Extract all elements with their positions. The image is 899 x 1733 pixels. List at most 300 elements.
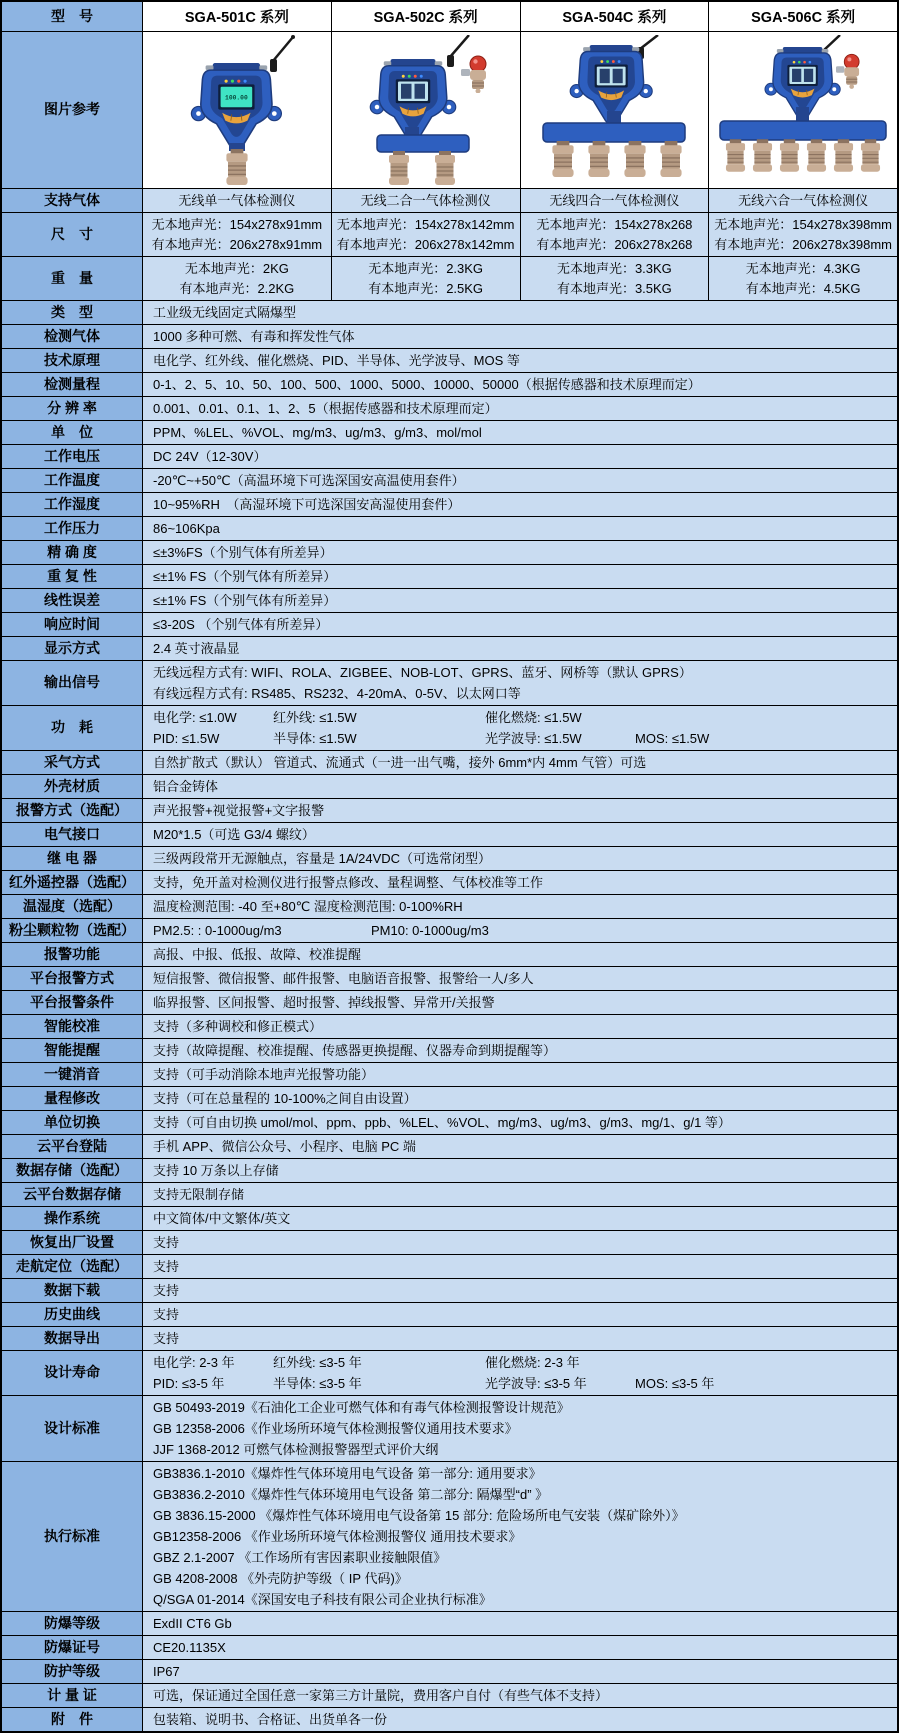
spec-row-design-life [2,1351,897,1396]
spec-value-text: 三级两段常开无源触点，容量是 1A/24VDC（可选常闭型） [153,851,492,866]
spec-row-electrical-port [2,823,897,847]
weight-row [2,257,897,301]
spec-row-value [143,1327,897,1350]
spec-value-line [153,542,891,563]
spec-value-text: 自然扩散式（默认） 管道式、流通式（一进一出气嘴，接外 6mm*内 4mm 气管）可选 [153,755,647,770]
spec-row-cloud-storage [2,1183,897,1207]
spec-row-label: 电气接口 [2,823,143,846]
spec-row-value [143,1660,897,1683]
sga-506c-product-image [709,32,897,188]
spec-value-text: GB3836.2-2010《爆炸性气体环境用电气设备 第二部分: 隔爆型“d” 》 [153,1487,549,1502]
spec-row-accessories [2,1708,897,1731]
spec-value-line [153,638,891,659]
spec-row-data-storage [2,1159,897,1183]
spec-value-line [153,302,891,323]
spec-value-text: 半导体: ≤1.5W [273,731,357,746]
size-text: 有本地声光：206x278x398mm [714,236,892,252]
spec-row-label: 智能校准 [2,1015,143,1038]
spec-value-text: ExdII CT6 Gb [153,1616,232,1631]
spec-row-resolution [2,397,897,421]
spec-row-value [143,1159,897,1182]
spec-value-line [153,1064,891,1085]
spec-value-line [153,707,891,728]
spec-row-value [143,775,897,798]
supported-gas-504c [521,189,710,212]
spec-row-label: 量程修改 [2,1087,143,1110]
spec-value-line [153,1397,891,1418]
spec-row-value [143,1684,897,1707]
spec-row-value [143,565,897,588]
spec-value-text: ≤±1% FS（个别气体有所差异） [153,569,337,584]
device-screen-reading: 100.00 [224,94,248,102]
spec-row-temp-humidity [2,895,897,919]
spec-value-line [153,1112,891,1133]
spec-row-label: 粉尘颗粒物（选配） [2,919,143,942]
spec-value-line [153,518,891,539]
model-sga-501c: SGA-501C 系列 [143,2,332,31]
spec-row-value [143,1015,897,1038]
spec-value-text: 2.4 英寸液晶显 [153,641,240,656]
spec-row-label: 单 位 [2,421,143,444]
supported-gas-501c [143,189,332,212]
spec-value-text: MOS: ≤1.5W [635,731,710,746]
spec-row-value [143,301,897,324]
spec-value-line [153,1505,891,1526]
spec-value-text: 半导体: ≤3-5 年 [273,1376,362,1391]
spec-row-navigation [2,1255,897,1279]
spec-value-text: 有线远程方式有: RS485、RS232、4-20mA、0-5V、以太网口等 [153,686,521,701]
weight-text: 有本地声光：2.2KG [179,280,295,296]
spec-value-text: Q/SGA 01-2014《深国安电子科技有限公司企业执行标准》 [153,1592,492,1607]
spec-row-label: 分 辨 率 [2,397,143,420]
spec-value-text: 支持（可手动消除本地声光报警功能） [153,1067,375,1082]
weight-text: 无本地声光：4.3KG [745,260,861,276]
supported-gas-text: 无线二合一气体检测仪 [360,192,491,208]
spec-row-label: 继 电 器 [2,847,143,870]
spec-row-value [143,493,897,516]
spec-row-value [143,1111,897,1134]
spec-value-text: 工业级无线固定式隔爆型 [153,305,297,320]
spec-row-exec-standard [2,1462,897,1612]
spec-value-text: 短信报警、微信报警、邮件报警、电脑语音报警、报警给一人/多人 [153,971,534,986]
spec-row-repeatability [2,565,897,589]
spec-row-value [143,517,897,540]
spec-row-explosion-proof-grade [2,1612,897,1636]
spec-row-label: 数据导出 [2,1327,143,1350]
spec-value-text: 支持 [153,1259,180,1274]
supported-gas-506c [709,189,897,212]
spec-row-humidity [2,493,897,517]
sga-504c-product-image [521,32,710,188]
spec-value-text: 手机 APP、微信公众号、小程序、电脑 PC 端 [153,1139,416,1154]
spec-value-line [153,1304,891,1325]
spec-row-label: 重 复 性 [2,565,143,588]
image-row-label: 图片参考 [2,32,143,188]
spec-row-value [143,706,897,750]
spec-value-line [153,326,891,347]
spec-row-cloud-login [2,1135,897,1159]
size-text: 无本地声光：154x278x398mm [714,216,892,232]
spec-value-line [153,1589,891,1610]
weight-text: 无本地声光：2.3KG [368,260,484,276]
spec-row-unit-switch [2,1111,897,1135]
spec-value-text: MOS: ≤3-5 年 [635,1376,715,1391]
spec-value-line [153,1526,891,1547]
spec-row-platform-alarm-condition [2,991,897,1015]
spec-value-line [153,1160,891,1181]
spec-value-line [153,728,891,749]
spec-row-value [143,1063,897,1086]
spec-value-line [153,1373,891,1394]
spec-row-linearity [2,589,897,613]
spec-value-text: 光学波导: ≤3-5 年 [485,1376,587,1391]
spec-value-line [153,683,891,704]
spec-value-line [153,1568,891,1589]
spec-value-text: PM2.5: : 0-1000ug/m3 [153,923,282,938]
spec-value-text: 10~95%RH （高湿环境下可选深国安高湿使用套件） [153,497,461,512]
spec-value-line [153,1232,891,1253]
spec-row-value [143,1303,897,1326]
size-502c [332,213,521,256]
six-gas-detector-illustration [710,35,896,185]
spec-row-label: 类 型 [2,301,143,324]
spec-value-line [153,1136,891,1157]
spec-row-data-export [2,1327,897,1351]
image-row [2,32,897,189]
spec-row-value [143,967,897,990]
spec-value-line [153,1016,891,1037]
spec-row-label: 工作压力 [2,517,143,540]
spec-value-line [153,662,891,683]
spec-value-line [153,1613,891,1634]
spec-row-temperature [2,469,897,493]
spec-row-label: 显示方式 [2,637,143,660]
spec-value-line [153,1328,891,1349]
spec-value-line [153,800,891,821]
weight-text: 有本地声光：2.5KG [368,280,484,296]
spec-row-label: 精 确 度 [2,541,143,564]
spec-value-line [153,1709,891,1730]
dual-gas-detector-illustration [333,35,519,185]
model-sga-506c: SGA-506C 系列 [709,2,897,31]
spec-row-value [143,871,897,894]
spec-value-text: 支持 10 万条以上存储 [153,1163,279,1178]
spec-row-protection-grade [2,1660,897,1684]
spec-row-label: 走航定位（选配） [2,1255,143,1278]
spec-row-value [143,373,897,396]
spec-value-text: 光学波导: ≤1.5W [485,731,582,746]
size-text: 无本地声光：154x278x142mm [336,216,515,232]
spec-row-value [143,1396,897,1461]
spec-row-value [143,1462,897,1611]
spec-value-text: 支持，免开盖对检测仪进行报警点修改、量程调整、气体校准等工作 [153,875,544,890]
spec-row-value [143,1612,897,1635]
spec-row-label: 输出信号 [2,661,143,705]
spec-value-line [153,422,891,443]
spec-row-value [143,1708,897,1731]
spec-value-text: 支持（可在总量程的 10-100%之间自由设置） [153,1091,417,1106]
spec-value-text: 支持无限制存储 [153,1187,245,1202]
spec-row-label: 平台报警条件 [2,991,143,1014]
size-501c [143,213,332,256]
quad-gas-detector-illustration [521,35,707,185]
spec-value-text: JJF 1368-2012 可燃气体检测报警器型式评价大纲 [153,1442,439,1457]
spec-row-label: 采气方式 [2,751,143,774]
spec-value-text: 支持 [153,1331,180,1346]
spec-row-label: 工作湿度 [2,493,143,516]
spec-row-value [143,943,897,966]
supported-gas-label: 支持气体 [2,189,143,212]
spec-value-text: IP67 [153,1664,180,1679]
spec-value-text: DC 24V（12-30V） [153,449,267,464]
spec-row-value [143,751,897,774]
spec-row-label: 操作系统 [2,1207,143,1230]
spec-row-type [2,301,897,325]
spec-value-line [153,614,891,635]
spec-value-text: PM10: 0-1000ug/m3 [371,923,489,938]
spec-value-line [153,1208,891,1229]
spec-value-text: GB12358-2006 《作业场所环境气体检测报警仪 通用技术要求》 [153,1529,522,1544]
spec-row-label: 数据下载 [2,1279,143,1302]
spec-row-value [143,991,897,1014]
spec-value-line [153,1463,891,1484]
weight-text: 有本地声光：4.5KG [745,280,861,296]
spec-row-history-curve [2,1303,897,1327]
spec-row-label: 功 耗 [2,706,143,750]
spec-row-housing [2,775,897,799]
spec-value-text: 铝合金铸体 [153,779,219,794]
spec-row-smart-reminder [2,1039,897,1063]
spec-row-value [143,1135,897,1158]
spec-value-line [153,776,891,797]
spec-row-value [143,1087,897,1110]
spec-value-line [153,1439,891,1460]
spec-value-text: 支持 [153,1235,180,1250]
supported-gas-text: 无线四合一气体检测仪 [549,192,680,208]
supported-gas-502c [332,189,521,212]
model-sga-504c: SGA-504C 系列 [521,2,710,31]
spec-row-voltage [2,445,897,469]
spec-value-text: 电化学、红外线、催化燃烧、PID、半导体、光学波导、MOS 等 [153,353,520,368]
spec-value-text: 支持 [153,1307,180,1322]
spec-value-line [153,1418,891,1439]
spec-value-line [153,1352,891,1373]
spec-row-value [143,1636,897,1659]
weight-501c [143,257,332,300]
weight-text: 无本地声光：3.3KG [556,260,672,276]
spec-value-line [153,1040,891,1061]
spec-value-text: 高报、中报、低报、故障、校准提醒 [153,947,362,962]
spec-row-value [143,847,897,870]
spec-value-text: 红外线: ≤3-5 年 [273,1355,362,1370]
spec-row-label: 历史曲线 [2,1303,143,1326]
spec-value-text: M20*1.5（可选 G3/4 螺纹） [153,827,315,842]
spec-row-dust [2,919,897,943]
spec-value-text: 催化燃烧: ≤1.5W [485,710,582,725]
sga-502c-product-image [332,32,521,188]
weight-text: 无本地声光：2KG [184,260,289,276]
spec-row-one-key-mute [2,1063,897,1087]
spec-value-line [153,1637,891,1658]
spec-value-line [153,350,891,371]
spec-value-text: ≤3-20S （个别气体有所差异） [153,617,329,632]
weight-502c [332,257,521,300]
supported-gas-text: 无线单一气体检测仪 [178,192,296,208]
spec-value-text: GB 50493-2019《石油化工企业可燃气体和有毒气体检测报警设计规范》 [153,1400,570,1415]
spec-value-line [153,944,891,965]
spec-row-value [143,613,897,636]
spec-value-text: PID: ≤1.5W [153,731,220,746]
spec-value-text: GB 12358-2006《作业场所环境气体检测报警仪通用技术要求》 [153,1421,518,1436]
spec-row-value [143,799,897,822]
spec-row-alarm-function [2,943,897,967]
spec-value-line [153,1685,891,1706]
spec-row-label: 恢复出厂设置 [2,1231,143,1254]
spec-row-label: 设计标准 [2,1396,143,1461]
spec-value-text: 中文简体/中文繁体/英文 [153,1211,291,1226]
spec-value-text: 温度检测范围: -40 至+80℃ 湿度检测范围: 0-100%RH [153,899,463,914]
size-row [2,213,897,257]
spec-row-platform-alarm-mode [2,967,897,991]
spec-row-label: 一键消音 [2,1063,143,1086]
spec-row-factory-reset [2,1231,897,1255]
spec-value-line [153,920,891,941]
spec-value-text: GB3836.1-2010《爆炸性气体环境用电气设备 第一部分: 通用要求》 [153,1466,542,1481]
spec-value-text: 临界报警、区间报警、超时报警、掉线报警、异常开/关报警 [153,995,495,1010]
spec-value-text: 红外线: ≤1.5W [273,710,357,725]
spec-row-label: 平台报警方式 [2,967,143,990]
spec-row-accuracy [2,541,897,565]
spec-value-text: PID: ≤3-5 年 [153,1376,225,1391]
spec-row-label: 附 件 [2,1708,143,1731]
spec-row-value [143,349,897,372]
spec-row-label: 智能提醒 [2,1039,143,1062]
spec-row-label: 报警功能 [2,943,143,966]
spec-value-text: 声光报警+视觉报警+文字报警 [153,803,325,818]
spec-row-os [2,1207,897,1231]
spec-row-value [143,823,897,846]
spec-row-smart-calibration [2,1015,897,1039]
model-sga-502c: SGA-502C 系列 [332,2,521,31]
spec-row-value [143,1039,897,1062]
supported-gas-text: 无线六合一气体检测仪 [738,192,869,208]
spec-value-line [153,566,891,587]
spec-value-line [153,374,891,395]
spec-row-value [143,589,897,612]
spec-row-value [143,1351,897,1395]
spec-value-text: GB 4208-2008 《外壳防护等级（ IP 代码)》 [153,1571,408,1586]
model-row [2,2,897,32]
spec-row-relay [2,847,897,871]
spec-row-unit [2,421,897,445]
spec-row-value [143,661,897,705]
spec-value-text: 1000 多种可燃、有毒和挥发性气体 [153,329,355,344]
spec-value-text: 支持（多种调校和修正模式） [153,1019,323,1034]
spec-value-text: 无线远程方式有: WIFI、ROLA、ZIGBEE、NOB-LOT、GPRS、蓝牙、网桥等（默认 GPRS） [153,665,692,680]
spec-row-label: 响应时间 [2,613,143,636]
spec-row-value [143,325,897,348]
spec-value-text: 催化燃烧: 2-3 年 [485,1355,580,1370]
spec-row-value [143,1183,897,1206]
spec-row-label: 防爆等级 [2,1612,143,1635]
spec-row-label: 防护等级 [2,1660,143,1683]
model-row-label: 型 号 [2,2,143,31]
spec-value-line [153,590,891,611]
spec-row-value [143,637,897,660]
spec-value-line [153,470,891,491]
spec-row-value [143,397,897,420]
spec-row-value [143,445,897,468]
spec-row-value [143,1279,897,1302]
spec-row-pressure [2,517,897,541]
spec-row-alarm-mode [2,799,897,823]
spec-value-line [153,494,891,515]
spec-row-label: 工作电压 [2,445,143,468]
spec-row-label: 单位切换 [2,1111,143,1134]
supported-gas-row [2,189,897,213]
spec-row-label: 设计寿命 [2,1351,143,1395]
spec-row-display [2,637,897,661]
spec-row-range-modify [2,1087,897,1111]
size-text: 有本地声光：206x278x91mm [151,236,323,252]
sga-501c-product-image [143,32,332,188]
spec-value-line [153,1088,891,1109]
spec-value-line [153,1256,891,1277]
spec-row-ir-remote [2,871,897,895]
single-gas-detector-illustration [144,35,330,185]
spec-value-line [153,752,891,773]
spec-row-value [143,469,897,492]
size-text: 有本地声光：206x278x268 [536,236,693,252]
spec-row-data-download [2,1279,897,1303]
spec-row-label: 检测气体 [2,325,143,348]
spec-row-explosion-proof-cert [2,1636,897,1660]
spec-value-line [153,398,891,419]
spec-row-sampling [2,751,897,775]
spec-value-text: 电化学: ≤1.0W [153,710,237,725]
spec-value-line [153,1484,891,1505]
size-text: 无本地声光：154x278x268 [536,216,693,232]
weight-504c [521,257,710,300]
spec-value-text: PPM、%LEL、%VOL、mg/m3、ug/m3、g/m3、mol/mol [153,425,482,440]
spec-value-line [153,896,891,917]
weight-506c [709,257,897,300]
size-text: 有本地声光：206x278x142mm [336,236,515,252]
spec-value-line [153,1661,891,1682]
spec-row-detect-gas [2,325,897,349]
weight-text: 有本地声光：3.5KG [556,280,672,296]
spec-value-line [153,968,891,989]
spec-row-value [143,919,897,942]
spec-value-line [153,1280,891,1301]
spec-row-label: 防爆证号 [2,1636,143,1659]
spec-row-label: 计 量 证 [2,1684,143,1707]
spec-row-label: 工作温度 [2,469,143,492]
spec-value-line [153,446,891,467]
spec-value-text: 包装箱、说明书、合格证、出货单各一份 [153,1712,388,1727]
spec-value-text: CE20.1135X [153,1640,226,1655]
size-506c [709,213,897,256]
spec-row-value [143,1255,897,1278]
spec-value-line [153,872,891,893]
spec-row-label: 温湿度（选配） [2,895,143,918]
size-text: 无本地声光：154x278x91mm [151,216,323,232]
spec-row-label: 云平台登陆 [2,1135,143,1158]
spec-row-label: 线性误差 [2,589,143,612]
spec-value-text: 电化学: 2-3 年 [153,1355,235,1370]
spec-value-text: 支持（可自由切换 umol/mol、ppm、ppb、%LEL、%VOL、mg/m3、ug/m3、g/m3、mg/1、g/1 等） [153,1115,731,1130]
spec-value-text: 0.001、0.01、0.1、1、2、5（根据传感器和技术原理而定） [153,401,498,416]
